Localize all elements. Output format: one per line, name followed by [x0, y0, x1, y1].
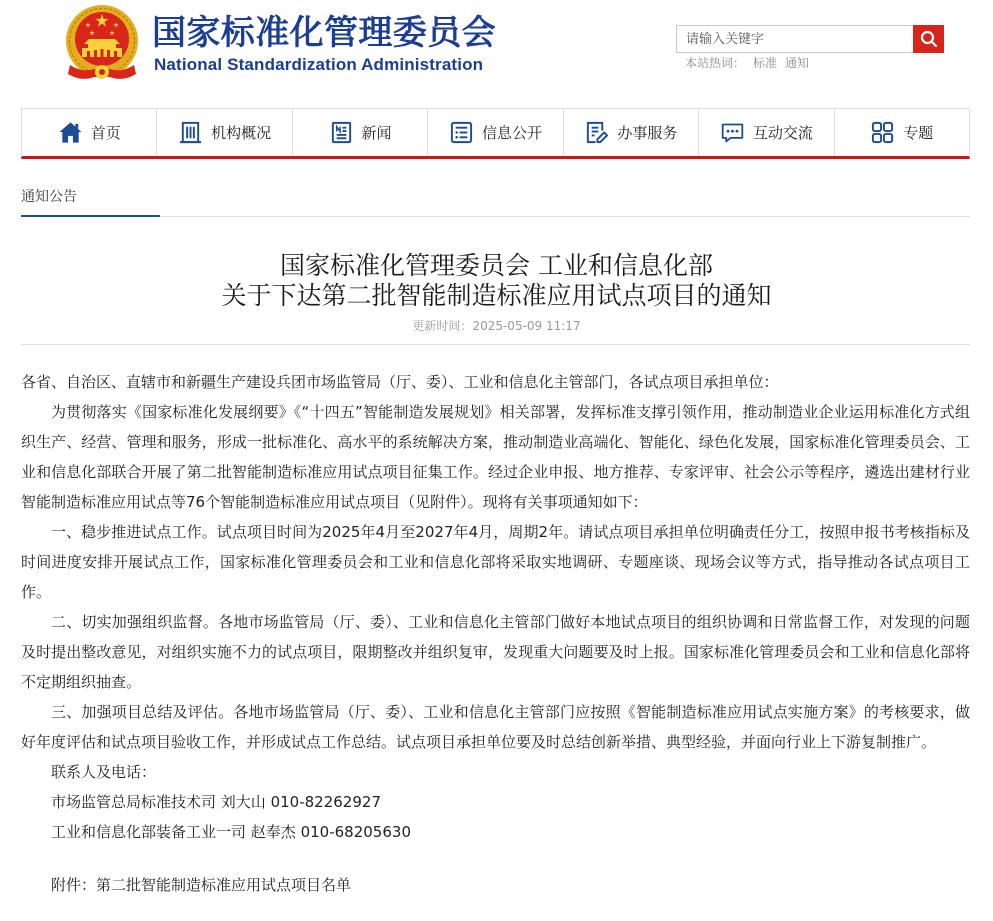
breadcrumb-active-underline [21, 215, 160, 217]
site-title-cn: 国家标准化管理委员会 [152, 13, 496, 53]
article-body [21, 367, 970, 900]
nav-item-label: 信息公开 [481, 123, 542, 142]
nav-item-label: 首页 [90, 123, 121, 142]
body-paragraph: 一、稳步推进试点工作。试点项目时间为2025年4月至2027年4月，周期2年。请试点项目承担单位明确责任分工，按照申报书考核指标及时间进度安排开展试点工作，国家标准化管理委员会和工业和信息化部将采取实地调研、专题座谈、现场会议等方式，指导推动各试点项目工作。 [21, 523, 970, 601]
search-input[interactable] [676, 25, 913, 53]
building-icon [178, 120, 203, 145]
contact-department: 工业和信息化部装备工业一司 [51, 823, 247, 841]
grid-icon [870, 120, 895, 145]
nav-item-home[interactable] [22, 109, 156, 156]
form-edit-icon [584, 120, 609, 145]
home-icon [58, 120, 83, 145]
nav-item-label: 办事服务 [617, 123, 678, 142]
contact-department: 市场监管总局标准技术司 [51, 793, 217, 811]
contact-line [21, 787, 970, 817]
nav-item-label: 机构概况 [211, 123, 272, 142]
national-emblem-icon [64, 4, 140, 82]
article-title-line2: 关于下达第二批智能制造标准应用试点项目的通知 [221, 281, 772, 310]
attachment-line [21, 870, 970, 900]
hot-word-link[interactable]: 标准 [753, 56, 778, 70]
search-button[interactable] [913, 25, 944, 53]
nav-item-label: 互动交流 [752, 123, 813, 142]
update-time [0, 318, 993, 334]
hot-words-label: 本站热词： [685, 56, 746, 70]
nav-item-topics[interactable] [834, 109, 969, 156]
body-paragraph: 三、加强项目总结及评估。各地市场监管局（厅、委）、工业和信息化主管部门应按照《智能制造标准应用试点实施方案》的考核要求，做好年度评估和试点项目验收工作，并形成试点工作总结。试点项目承担单位要及时总结创新举措、典型经验，并面向行业上下游复制推广。 [21, 703, 970, 751]
update-time-label: 更新时间： [412, 319, 473, 333]
breadcrumb-current[interactable]: 通知公告 [21, 189, 77, 205]
nav-item-organization[interactable] [156, 109, 291, 156]
contact-name: 赵奉杰 [250, 823, 296, 841]
body-paragraph: 为贯彻落实《国家标准化发展纲要》《“十四五”智能制造发展规划》相关部署，发挥标准支撑引领作用，推动制造业企业运用标准化方式组织生产、经营、管理和服务，形成一批标准化、高水平的系统解决方案，推动制造业高端化、智能化、绿色化发展，国家标准化管理委员会、工业和信息化部联合开展了第二批智能制造标准应用试点项目征集工作。经过企业申报、地方推荐、专家评审、社会公示等程序，遴选出建材行业智能制造标准应用试点等76个智能制造标准应用试点项目（见附件）。现将有关事项通知如下： [21, 403, 970, 511]
newspaper-icon [329, 120, 354, 145]
site-title-en: National Standardization Administration [154, 55, 484, 74]
update-time-value: 2025-05-09 11:17 [472, 319, 581, 333]
attachment-name: 第二批智能制造标准应用试点项目名单 [96, 876, 352, 894]
body-paragraph: 二、切实加强组织监督。各地市场监管局（厅、委）、工业和信息化主管部门做好本地试点项目的组织协调和日常监督工作，对发现的问题及时提出整改意见，对组织实施不力的试点项目，限期整改并组织复审，发现重大问题要及时上报。国家标准化管理委员会和工业和信息化部将不定期组织抽查。 [21, 613, 970, 691]
breadcrumb-divider [21, 216, 970, 217]
contacts-label: 联系人及电话： [51, 763, 157, 781]
nav-item-news[interactable] [292, 109, 427, 156]
contact-line [21, 817, 970, 847]
chat-bubble-icon [720, 120, 745, 145]
contact-name: 刘大山 [220, 793, 266, 811]
attachment-label: 附件： [51, 876, 97, 894]
main-nav [21, 108, 970, 159]
article-title-line1: 国家标准化管理委员会 工业和信息化部 [280, 251, 713, 280]
nav-item-info-disclosure[interactable] [427, 109, 562, 156]
nav-item-label: 新闻 [361, 123, 392, 142]
nav-item-interaction[interactable] [698, 109, 833, 156]
hot-words [685, 55, 809, 71]
article-title [0, 251, 993, 311]
nav-item-services[interactable] [563, 109, 698, 156]
search-bar [676, 25, 944, 53]
contact-phone: 010-82262927 [270, 793, 381, 811]
search-icon [920, 30, 938, 48]
document-list-icon [449, 120, 474, 145]
contact-phone: 010-68205630 [300, 823, 411, 841]
hot-word-link[interactable]: 通知 [785, 56, 810, 70]
article-divider [21, 344, 970, 345]
spacer [21, 847, 970, 870]
salutation: 各省、自治区、直辖市和新疆生产建设兵团市场监管局（厅、委）、工业和信息化主管部门，各试点项目承担单位： [21, 373, 779, 391]
nav-item-label: 专题 [903, 123, 934, 142]
